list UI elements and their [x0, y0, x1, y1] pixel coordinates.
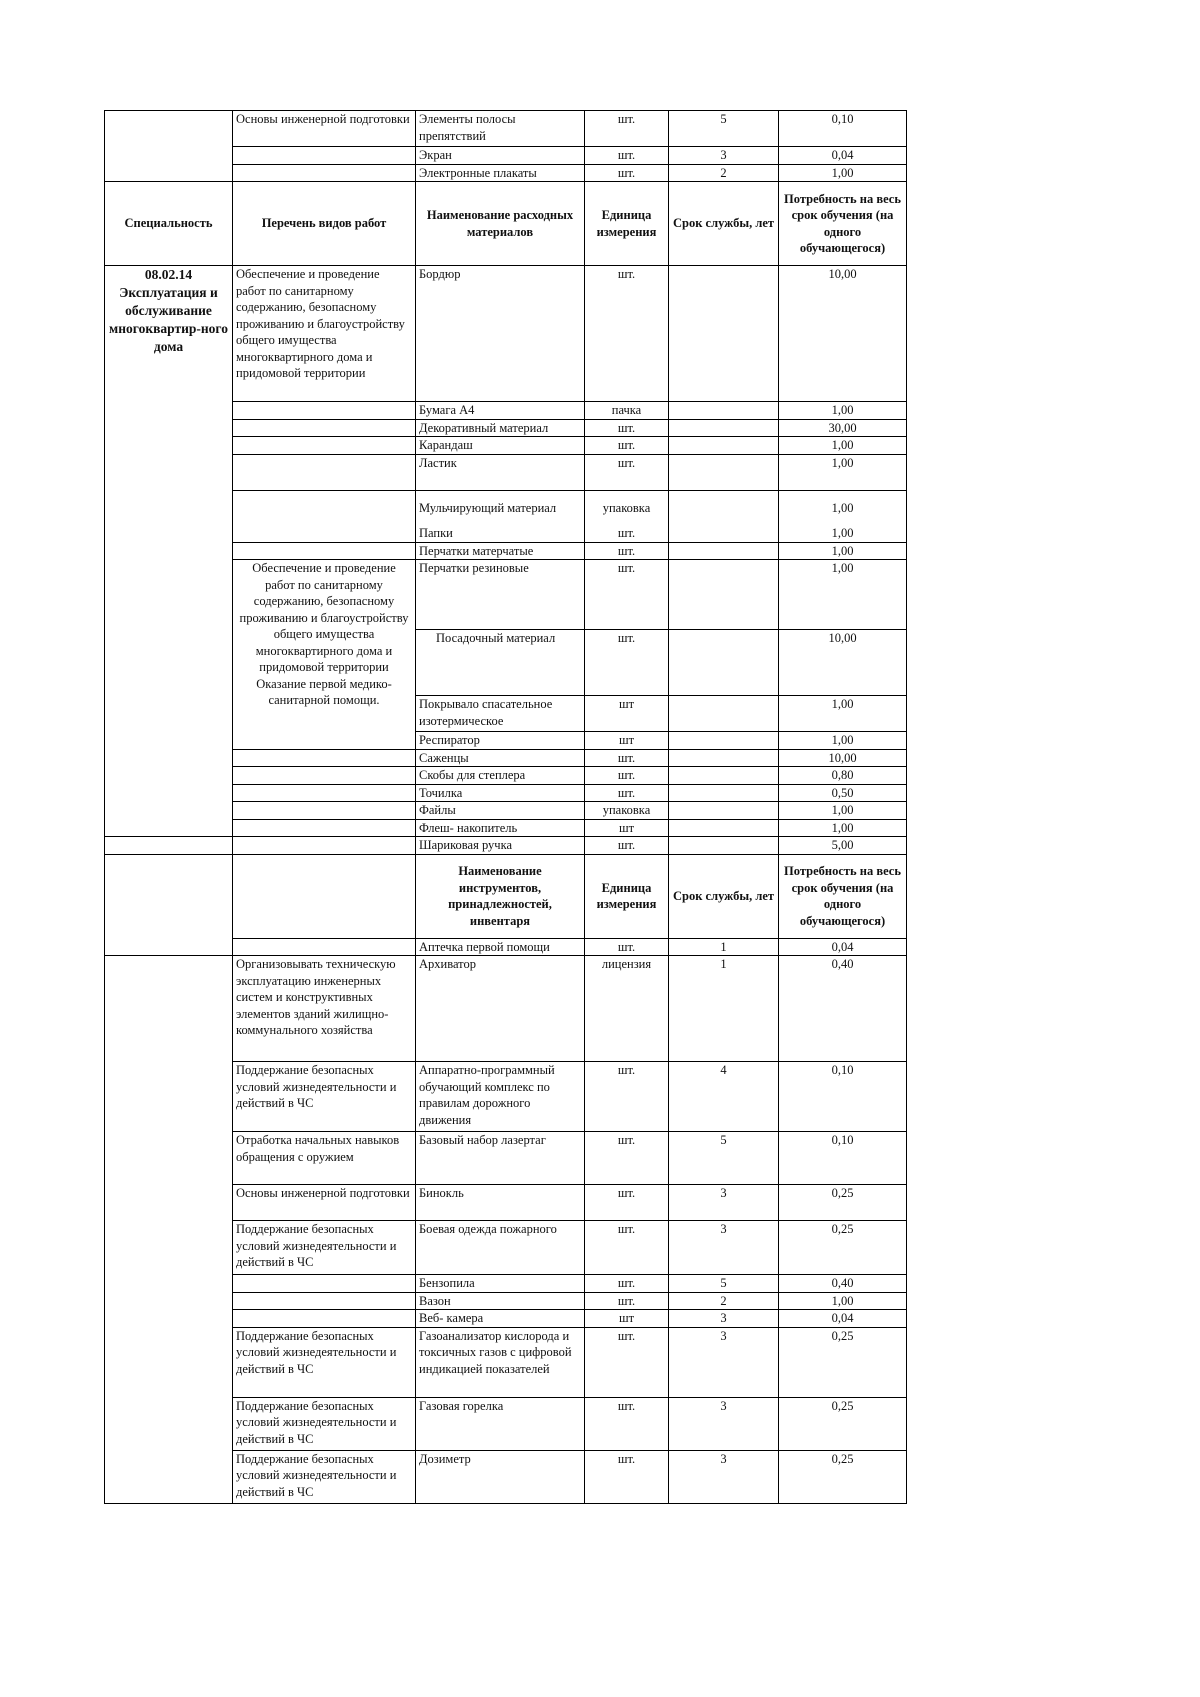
- life-cell: 2: [669, 1292, 779, 1310]
- need-cell: 0,25: [779, 1327, 907, 1397]
- need-cell: 1,00: [779, 560, 907, 630]
- unit-cell: шт.: [585, 784, 669, 802]
- work-cell: [233, 837, 416, 855]
- need-cell: 10,00: [779, 266, 907, 402]
- life-cell: [669, 696, 779, 732]
- work-cell: Обеспечение и проведение работ по санитарному содержанию, безопасному проживанию и благоустройству общего имущества многоквартирного дома и придомовой территории: [233, 266, 416, 402]
- need-cell: 0,10: [779, 1062, 907, 1132]
- unit-cell: шт.: [585, 1292, 669, 1310]
- name-cell: Газовая горелка: [416, 1397, 585, 1450]
- life-cell: [669, 402, 779, 420]
- work-cell: [233, 402, 416, 420]
- work-cell: [233, 749, 416, 767]
- unit-cell: шт.: [585, 542, 669, 560]
- spec-cell-empty: [105, 956, 233, 1504]
- unit-cell: шт.: [585, 437, 669, 455]
- unit-cell: шт.: [585, 164, 669, 182]
- name-cell: Аппаратно-программный обучающий комплекс по правилам дорожного движения: [416, 1062, 585, 1132]
- need-cell: 1,00: [779, 516, 907, 542]
- name-cell: Дозиметр: [416, 1450, 585, 1503]
- life-cell: [669, 802, 779, 820]
- life-cell: [669, 266, 779, 402]
- life-cell: [669, 437, 779, 455]
- header-specialty: Специальность: [105, 182, 233, 266]
- table-row: [105, 837, 907, 855]
- work-cell: [233, 802, 416, 820]
- work-cell: Поддержание безопасных условий жизнедеятельности и действий в ЧС: [233, 1062, 416, 1132]
- header-tool-name: Наименование инструментов, принадлежностей, инвентаря: [416, 854, 585, 938]
- name-cell: Бумага А4: [416, 402, 585, 420]
- table-row: [105, 111, 907, 147]
- name-cell: Файлы: [416, 802, 585, 820]
- life-cell: 5: [669, 111, 779, 147]
- life-cell: 3: [669, 1450, 779, 1503]
- need-cell: 0,04: [779, 1310, 907, 1328]
- unit-cell: шт: [585, 732, 669, 750]
- life-cell: [669, 419, 779, 437]
- table-row: [105, 956, 907, 1062]
- name-cell: Перчатки матерчатые: [416, 542, 585, 560]
- need-cell: 1,00: [779, 819, 907, 837]
- life-cell: 1: [669, 938, 779, 956]
- need-cell: 0,25: [779, 1185, 907, 1221]
- unit-cell: шт.: [585, 454, 669, 490]
- need-cell: 0,80: [779, 767, 907, 785]
- unit-cell: шт.: [585, 1132, 669, 1185]
- work-cell: [233, 147, 416, 165]
- unit-cell: шт.: [585, 749, 669, 767]
- name-cell: Саженцы: [416, 749, 585, 767]
- life-cell: [669, 749, 779, 767]
- header-life: Срок службы, лет: [669, 854, 779, 938]
- life-cell: 3: [669, 1327, 779, 1397]
- spec-cell-empty: [105, 854, 233, 956]
- name-cell: Веб- камера: [416, 1310, 585, 1328]
- name-cell: Базовый набор лазертаг: [416, 1132, 585, 1185]
- life-cell: 5: [669, 1132, 779, 1185]
- need-cell: 1,00: [779, 732, 907, 750]
- unit-cell: шт: [585, 1310, 669, 1328]
- life-cell: [669, 784, 779, 802]
- unit-cell: шт.: [585, 630, 669, 696]
- need-cell: 10,00: [779, 630, 907, 696]
- header-works: Перечень видов работ: [233, 182, 416, 266]
- name-cell: Посадочный материал: [416, 630, 585, 696]
- name-cell: Перчатки резиновые: [416, 560, 585, 630]
- specialty-cell: 08.02.14 Эксплуатация и обслуживание многоквартир-ного дома: [105, 266, 233, 837]
- name-cell: Шариковая ручка: [416, 837, 585, 855]
- need-cell: 0,04: [779, 938, 907, 956]
- name-cell: Элементы полосы препятствий: [416, 111, 585, 147]
- spec-cell-empty: [105, 111, 233, 182]
- life-cell: 5: [669, 1275, 779, 1293]
- need-cell: 0,10: [779, 111, 907, 147]
- work-cell-merged: Обеспечение и проведение работ по санитарному содержанию, безопасному проживанию и благоустройству общего имущества многоквартирного дома и придомовой территории Оказание первой медико-санитарной помощи.: [233, 560, 416, 750]
- work-cell: [233, 542, 416, 560]
- work-cell: [233, 164, 416, 182]
- name-cell: Точилка: [416, 784, 585, 802]
- unit-cell: лицензия: [585, 956, 669, 1062]
- name-cell: Папки: [416, 516, 585, 542]
- unit-cell: шт: [585, 819, 669, 837]
- work-cell: [233, 1275, 416, 1293]
- header-works-empty: [233, 854, 416, 938]
- life-cell: 3: [669, 1397, 779, 1450]
- need-cell: 1,00: [779, 1292, 907, 1310]
- work-cell: [233, 1310, 416, 1328]
- work-cell: Организовывать техническую эксплуатацию инженерных систем и конструктивных элементов зданий жилищно-коммунального хозяйства: [233, 956, 416, 1062]
- need-cell: 0,10: [779, 1132, 907, 1185]
- work-cell: [233, 767, 416, 785]
- work-cell: Поддержание безопасных условий жизнедеятельности и действий в ЧС: [233, 1221, 416, 1275]
- name-cell: Газоанализатор кислорода и токсичных газов с цифровой индикацией показателей: [416, 1327, 585, 1397]
- unit-cell: шт.: [585, 1327, 669, 1397]
- work-cell: [233, 437, 416, 455]
- unit-cell: шт.: [585, 516, 669, 542]
- work-cell: [233, 938, 416, 956]
- need-cell: 1,00: [779, 454, 907, 490]
- table-header: [105, 182, 907, 266]
- need-cell: 1,00: [779, 402, 907, 420]
- life-cell: [669, 630, 779, 696]
- life-cell: 2: [669, 164, 779, 182]
- unit-cell: шт.: [585, 1221, 669, 1275]
- need-cell: 0,25: [779, 1397, 907, 1450]
- work-cell: [233, 1292, 416, 1310]
- unit-cell: шт.: [585, 767, 669, 785]
- name-cell: Респиратор: [416, 732, 585, 750]
- need-cell: 1,00: [779, 542, 907, 560]
- name-cell: Декоративный материал: [416, 419, 585, 437]
- name-cell: Мульчирующий материал: [416, 490, 585, 516]
- unit-cell: пачка: [585, 402, 669, 420]
- work-cell: [233, 490, 416, 542]
- spec-cell-empty: [105, 837, 233, 855]
- unit-cell: упаковка: [585, 490, 669, 516]
- need-cell: 0,04: [779, 147, 907, 165]
- unit-cell: упаковка: [585, 802, 669, 820]
- work-cell: Основы инженерной подготовки: [233, 111, 416, 147]
- name-cell: Вазон: [416, 1292, 585, 1310]
- header-material-name: Наименование расходных материалов: [416, 182, 585, 266]
- need-cell: 0,40: [779, 956, 907, 1062]
- work-cell: [233, 419, 416, 437]
- name-cell: Флеш- накопитель: [416, 819, 585, 837]
- life-cell: [669, 560, 779, 630]
- life-cell: 3: [669, 1310, 779, 1328]
- name-cell: Карандаш: [416, 437, 585, 455]
- need-cell: 1,00: [779, 802, 907, 820]
- life-cell: [669, 837, 779, 855]
- header-life: Срок службы, лет: [669, 182, 779, 266]
- work-cell: Основы инженерной подготовки: [233, 1185, 416, 1221]
- unit-cell: шт: [585, 696, 669, 732]
- table-header: [105, 854, 907, 938]
- unit-cell: шт.: [585, 1450, 669, 1503]
- work-cell: Поддержание безопасных условий жизнедеятельности и действий в ЧС: [233, 1327, 416, 1397]
- table-row: [105, 266, 907, 402]
- life-cell: [669, 732, 779, 750]
- need-cell: 1,00: [779, 490, 907, 516]
- need-cell: 0,40: [779, 1275, 907, 1293]
- header-need: Потребность на весь срок обучения (на одного обучающегося): [779, 182, 907, 266]
- name-cell: Электронные плакаты: [416, 164, 585, 182]
- need-cell: 1,00: [779, 696, 907, 732]
- life-cell: [669, 490, 779, 542]
- unit-cell: шт.: [585, 837, 669, 855]
- unit-cell: шт.: [585, 560, 669, 630]
- work-cell: Отработка начальных навыков обращения с оружием: [233, 1132, 416, 1185]
- name-cell: Боевая одежда пожарного: [416, 1221, 585, 1275]
- need-cell: 30,00: [779, 419, 907, 437]
- work-cell: Поддержание безопасных условий жизнедеятельности и действий в ЧС: [233, 1450, 416, 1503]
- work-cell: Поддержание безопасных условий жизнедеятельности и действий в ЧС: [233, 1397, 416, 1450]
- need-cell: 0,25: [779, 1450, 907, 1503]
- need-cell: 5,00: [779, 837, 907, 855]
- header-unit: Единица измерения: [585, 854, 669, 938]
- header-need: Потребность на весь срок обучения (на одного обучающегося): [779, 854, 907, 938]
- unit-cell: шт.: [585, 938, 669, 956]
- need-cell: 1,00: [779, 164, 907, 182]
- life-cell: [669, 819, 779, 837]
- name-cell: Покрывало спасательное изотермическое: [416, 696, 585, 732]
- unit-cell: шт.: [585, 1062, 669, 1132]
- life-cell: 3: [669, 1185, 779, 1221]
- need-cell: 1,00: [779, 437, 907, 455]
- name-cell: Скобы для степлера: [416, 767, 585, 785]
- need-cell: 0,25: [779, 1221, 907, 1275]
- need-cell: 10,00: [779, 749, 907, 767]
- life-cell: [669, 767, 779, 785]
- name-cell: Бинокль: [416, 1185, 585, 1221]
- unit-cell: шт.: [585, 419, 669, 437]
- unit-cell: шт.: [585, 1275, 669, 1293]
- life-cell: [669, 542, 779, 560]
- life-cell: [669, 454, 779, 490]
- work-cell: [233, 819, 416, 837]
- name-cell: Аптечка первой помощи: [416, 938, 585, 956]
- unit-cell: шт.: [585, 111, 669, 147]
- unit-cell: шт.: [585, 1397, 669, 1450]
- unit-cell: шт.: [585, 1185, 669, 1221]
- name-cell: Ластик: [416, 454, 585, 490]
- name-cell: Архиватор: [416, 956, 585, 1062]
- life-cell: 1: [669, 956, 779, 1062]
- life-cell: 3: [669, 147, 779, 165]
- need-cell: 0,50: [779, 784, 907, 802]
- work-cell: [233, 784, 416, 802]
- unit-cell: шт.: [585, 266, 669, 402]
- unit-cell: шт.: [585, 147, 669, 165]
- header-unit: Единица измерения: [585, 182, 669, 266]
- equipment-table: [104, 110, 907, 1504]
- name-cell: Экран: [416, 147, 585, 165]
- name-cell: Бордюр: [416, 266, 585, 402]
- name-cell: Бензопила: [416, 1275, 585, 1293]
- life-cell: 3: [669, 1221, 779, 1275]
- life-cell: 4: [669, 1062, 779, 1132]
- work-cell: [233, 454, 416, 490]
